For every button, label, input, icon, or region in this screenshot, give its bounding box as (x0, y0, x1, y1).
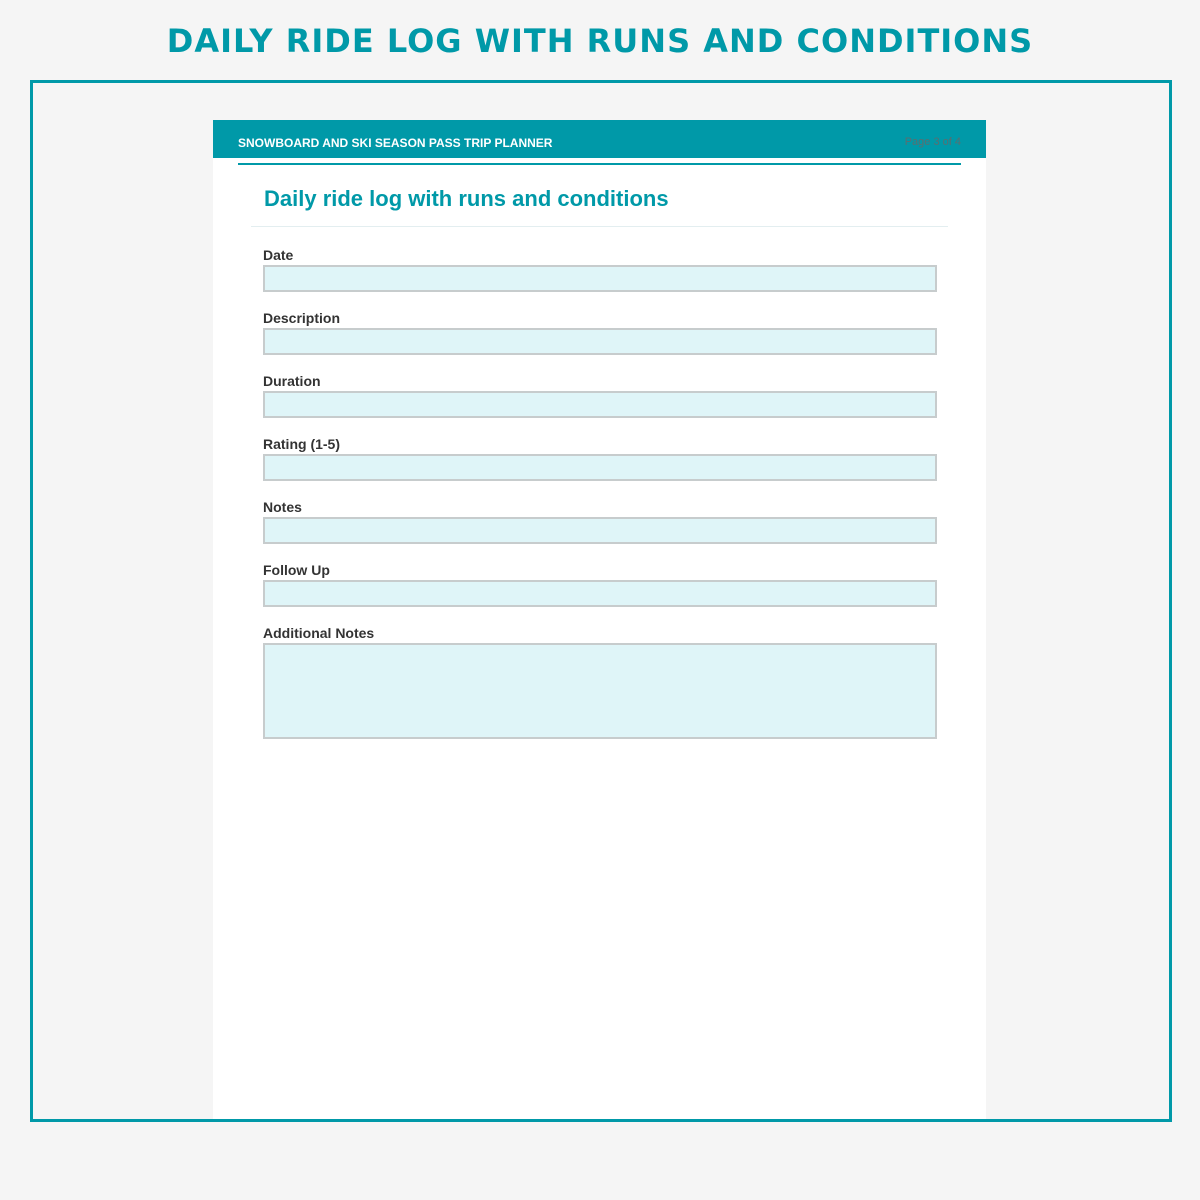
description-input[interactable] (263, 328, 937, 355)
field-duration (263, 372, 937, 418)
follow-up-input[interactable] (263, 580, 937, 607)
field-label-date: Date (263, 247, 294, 263)
additional-notes-textarea[interactable] (263, 643, 937, 739)
document-frame (30, 80, 1172, 1122)
notes-input[interactable] (263, 517, 937, 544)
header-title: SNOWBOARD AND SKI SEASON PASS TRIP PLANNER (238, 136, 553, 150)
field-label-notes: Notes (263, 499, 302, 515)
rating-input[interactable] (263, 454, 937, 481)
sheet-header (213, 120, 986, 158)
form-heading: Daily ride log with runs and conditions (264, 186, 669, 211)
form-sheet (213, 120, 986, 1122)
field-label-follow-up: Follow Up (263, 562, 330, 578)
field-description (263, 309, 937, 355)
field-follow-up (263, 561, 937, 607)
field-label-duration: Duration (263, 373, 321, 389)
field-label-additional-notes: Additional Notes (263, 625, 375, 641)
field-rating (263, 435, 937, 481)
field-date (263, 246, 937, 292)
page-title: DAILY RIDE LOG WITH RUNS AND CONDITIONS (166, 22, 1034, 60)
field-label-description: Description (263, 310, 341, 326)
field-label-rating: Rating (1-5) (263, 436, 340, 452)
duration-input[interactable] (263, 391, 937, 418)
heading-divider (251, 226, 948, 227)
header-divider (238, 163, 961, 165)
field-additional-notes (263, 624, 937, 739)
field-notes (263, 498, 937, 544)
page-number: Page 3 of 4 (904, 136, 961, 148)
date-input[interactable] (263, 265, 937, 292)
